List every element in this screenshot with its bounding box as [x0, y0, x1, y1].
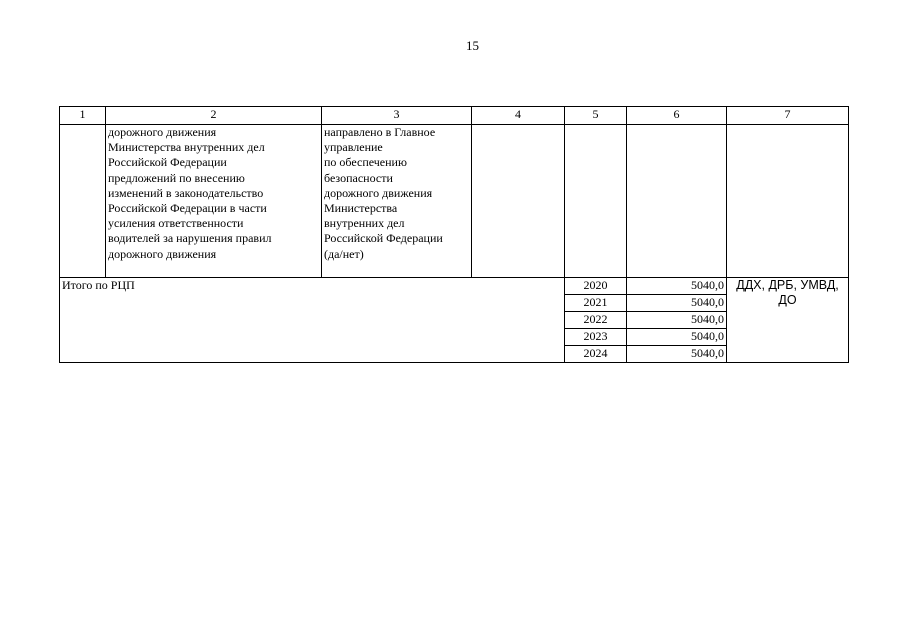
- column-number-6: 6: [627, 107, 727, 125]
- year-cell: 2024: [565, 346, 627, 363]
- column-number-row: [60, 107, 849, 125]
- col5-cell: [565, 125, 627, 278]
- column-number-7: 7: [727, 107, 849, 125]
- total-row-2020: [60, 278, 849, 295]
- amount-cell: 5040,0: [627, 346, 727, 363]
- total-label: Итого по РЦП: [60, 278, 565, 363]
- indicator-cell: направлено в Главное управление по обеспечению безопасности дорожного движения Министерства внутренних дел Российской Федерации (да/нет): [322, 125, 472, 278]
- program-table: [59, 106, 849, 363]
- column-number-5: 5: [565, 107, 627, 125]
- row-number-cell: [60, 125, 106, 278]
- measure-description-cell: дорожного движения Министерства внутренних дел Российской Федерации предложений по внесению изменений в законодательство Российской Федерации в части усиления ответственности водителей за нарушения правил дорожного движения: [106, 125, 322, 278]
- executors-cell: ДДХ, ДРБ, УМВД, ДО: [727, 278, 849, 363]
- col7-cell: [727, 125, 849, 278]
- year-cell: 2022: [565, 312, 627, 329]
- year-cell: 2020: [565, 278, 627, 295]
- page-number: 15: [466, 38, 479, 53]
- year-cell: 2021: [565, 295, 627, 312]
- amount-cell: 5040,0: [627, 312, 727, 329]
- amount-cell: 5040,0: [627, 329, 727, 346]
- column-number-4: 4: [472, 107, 565, 125]
- col4-cell: [472, 125, 565, 278]
- amount-cell: 5040,0: [627, 278, 727, 295]
- column-number-2: 2: [106, 107, 322, 125]
- year-cell: 2023: [565, 329, 627, 346]
- continuation-row: [60, 125, 849, 278]
- amount-cell: 5040,0: [627, 295, 727, 312]
- column-number-3: 3: [322, 107, 472, 125]
- col6-cell: [627, 125, 727, 278]
- column-number-1: 1: [60, 107, 106, 125]
